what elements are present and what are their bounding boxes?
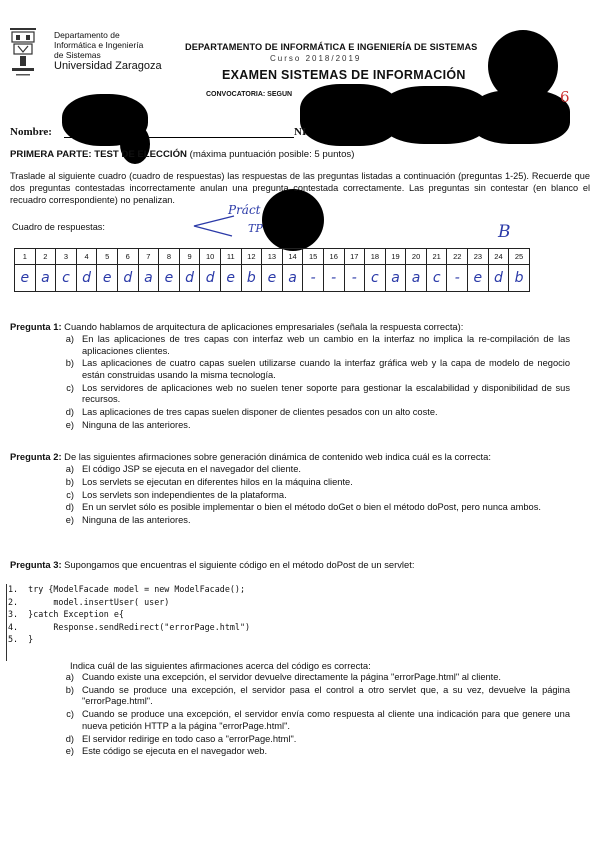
grid-number-cell: 17 bbox=[344, 249, 365, 265]
grid-number-cell: 13 bbox=[262, 249, 283, 265]
answer-option bbox=[50, 685, 570, 708]
option-text: El servidor redirige en todo caso a "errorPage.html". bbox=[82, 733, 297, 744]
answer-option bbox=[50, 709, 570, 732]
grid-answer-cell[interactable]: d bbox=[488, 265, 509, 292]
code-line: 2. model.insertUser( user) bbox=[8, 596, 170, 607]
grid-answer-cell[interactable]: a bbox=[138, 265, 159, 292]
grid-number-cell: 6 bbox=[117, 249, 138, 265]
question-1-options bbox=[50, 334, 570, 433]
answer-option bbox=[50, 334, 570, 357]
answer-option bbox=[50, 477, 570, 489]
question-1-title: Pregunta 1: Cuando hablamos de arquitectura de aplicaciones empresariales (señala la respuesta correcta): bbox=[10, 321, 464, 332]
grid-answer-cell[interactable]: e bbox=[262, 265, 283, 292]
name-field[interactable] bbox=[64, 137, 294, 138]
option-text: Ninguna de las anteriores. bbox=[82, 515, 191, 526]
redaction-blob bbox=[470, 90, 570, 144]
grid-number-cell: 1 bbox=[15, 249, 36, 265]
option-text: En las aplicaciones de tres capas con interfaz web un cambio en la interfaz no implica la re-compilación de las aplicaciones clientes. bbox=[82, 334, 570, 356]
option-letter: b) bbox=[65, 476, 74, 487]
grid-number-cell: 18 bbox=[365, 249, 386, 265]
answer-option bbox=[50, 383, 570, 406]
grid-answer-cell[interactable]: e bbox=[15, 265, 36, 292]
answer-option bbox=[50, 746, 570, 758]
grid-answer-cell[interactable]: d bbox=[179, 265, 200, 292]
grid-number-cell: 9 bbox=[179, 249, 200, 265]
grid-answer-cell[interactable]: c bbox=[426, 265, 447, 292]
option-text: En un servlet sólo es posible implementar o bien el método doGet o bien el método doPost, pero nunca ambos. bbox=[82, 502, 541, 513]
code-line: 3. }catch Exception e{ bbox=[8, 609, 124, 620]
department-name: Departamento de Informática e Ingeniería de Sistemas bbox=[54, 30, 144, 60]
header-title: DEPARTAMENTO DE INFORMÁTICA E INGENIERÍA DE SISTEMAS bbox=[185, 42, 478, 52]
answer-grid bbox=[14, 248, 530, 292]
grid-answer-cell[interactable]: d bbox=[76, 265, 97, 292]
exam-convocatoria: CONVOCATORIA: SEGUN bbox=[206, 91, 293, 98]
answer-option bbox=[50, 490, 570, 502]
option-text: Los servlets se ejecutan en diferentes hilos en la máquina cliente. bbox=[82, 476, 353, 487]
question-2-title: Pregunta 2: De las siguientes afirmaciones sobre generación dinámica de contenido web indica cuál es la correcta: bbox=[10, 451, 491, 462]
answer-option bbox=[50, 464, 570, 476]
option-letter: c) bbox=[66, 382, 74, 393]
option-letter: d) bbox=[65, 407, 74, 418]
grid-number-cell: 16 bbox=[323, 249, 344, 265]
grid-answer-cell[interactable]: b bbox=[241, 265, 262, 292]
option-text: Ninguna de las anteriores. bbox=[82, 419, 191, 430]
grid-number-cell: 14 bbox=[282, 249, 303, 265]
option-letter: e) bbox=[65, 746, 74, 757]
grid-answer-cell[interactable]: c bbox=[365, 265, 386, 292]
grid-number-cell: 8 bbox=[159, 249, 180, 265]
option-text: Cuando se produce una excepción, el servidor envía como respuesta al cliente una indicación para que genere una nueva petición HTTP a la página "errorPage.html". bbox=[82, 709, 570, 731]
grid-number-cell: 23 bbox=[468, 249, 489, 265]
grid-answer-cell[interactable]: a bbox=[282, 265, 303, 292]
code-margin-line bbox=[6, 584, 7, 661]
option-text: Cuando existe una excepción, el servidor devuelve directamente la página "errorPage.html" al cliente. bbox=[82, 672, 502, 682]
grid-answer-cell[interactable]: d bbox=[200, 265, 221, 292]
grid-number-cell: 21 bbox=[426, 249, 447, 265]
option-letter: a) bbox=[65, 464, 74, 474]
grid-number-cell: 7 bbox=[138, 249, 159, 265]
grid-answer-cell[interactable]: - bbox=[303, 265, 324, 292]
option-letter: b) bbox=[65, 684, 74, 695]
option-text: Los servidores de aplicaciones web no suelen tener soporte para gestionar la escalabilidad y disponibilidad de sus recursos. bbox=[82, 382, 570, 405]
grid-number-cell: 3 bbox=[56, 249, 77, 265]
option-letter: a) bbox=[65, 672, 74, 682]
instructions-paragraph: Traslade al siguiente cuadro (cuadro de respuestas) las respuestas de las preguntas listadas a continuación (preguntas 1-25). Recuerde que dos preguntas contestadas incorrectamente anulan una pregunta contestada correctamente. Las preguntas sin contestar (en blanco el recuadro correspondiente) no penalizan. bbox=[10, 171, 590, 205]
answer-option bbox=[50, 734, 570, 746]
option-letter: d) bbox=[65, 733, 74, 744]
grid-answer-cell[interactable]: d bbox=[117, 265, 138, 292]
grid-answer-cell[interactable]: a bbox=[406, 265, 427, 292]
grid-answer-cell[interactable]: - bbox=[344, 265, 365, 292]
code-line: 5. } bbox=[8, 634, 34, 645]
option-letter: d) bbox=[65, 502, 74, 513]
option-text: Las aplicaciones de tres capas suelen disponer de clientes pesados con un alto coste. bbox=[82, 407, 438, 418]
question-3-intro: Indica cuál de las siguientes afirmaciones acerca del código es correcta: bbox=[70, 660, 371, 671]
grid-answer-cell[interactable]: c bbox=[56, 265, 77, 292]
grid-number-cell: 12 bbox=[241, 249, 262, 265]
header-course: Curso 2018/2019 bbox=[270, 54, 362, 63]
grid-number-cell: 24 bbox=[488, 249, 509, 265]
handwritten-arrow-icon bbox=[188, 210, 238, 240]
exam-title: EXAMEN SISTEMAS DE INFORMACIÓN bbox=[222, 68, 466, 82]
handwritten-note: Práct bbox=[228, 203, 261, 217]
option-text: Cuando se produce una excepción, el servidor pasa el control a otro servlet que, a su vez, devuelve la página "errorPage.html". bbox=[82, 684, 570, 707]
grid-number-cell: 20 bbox=[406, 249, 427, 265]
option-text: Las aplicaciones de cuatro capas suelen utilizarse cuando la interfaz gráfica web y la capa de modelo de negocio están construidas usando la misma tecnología. bbox=[82, 358, 570, 380]
code-line: 4. Response.sendRedirect("errorPage.html") bbox=[8, 621, 251, 632]
answer-option bbox=[50, 502, 570, 514]
answer-option bbox=[50, 358, 570, 381]
grid-answer-cell[interactable]: - bbox=[447, 265, 468, 292]
grid-answer-cell[interactable]: e bbox=[97, 265, 118, 292]
grid-answer-cell[interactable]: a bbox=[385, 265, 406, 292]
option-letter: b) bbox=[65, 358, 74, 369]
grid-number-cell: 19 bbox=[385, 249, 406, 265]
option-letter: c) bbox=[66, 489, 74, 500]
option-text: Los servlets son independientes de la plataforma. bbox=[82, 489, 287, 500]
name-label: Nombre: bbox=[10, 126, 52, 138]
nia-label: NI bbox=[294, 126, 307, 138]
question-3-options bbox=[50, 672, 570, 759]
question-3-title: Pregunta 3: Supongamos que encuentras el siguiente código en el método doPost de un servlet: bbox=[10, 559, 415, 570]
option-letter: e) bbox=[65, 419, 74, 430]
answer-option bbox=[50, 672, 570, 684]
grid-answer-cell[interactable]: e bbox=[159, 265, 180, 292]
section-heading: PRIMERA PARTE: TEST DE ELECCIÓN (máxima puntuación posible: 5 puntos) bbox=[10, 149, 355, 160]
grid-answer-cell[interactable]: e bbox=[220, 265, 241, 292]
grid-answer-cell[interactable]: a bbox=[35, 265, 56, 292]
question-2-options bbox=[50, 464, 570, 528]
university-name: Universidad Zaragoza bbox=[54, 60, 162, 72]
option-letter: e) bbox=[65, 515, 74, 526]
option-text: Este código se ejecuta en el navegador web. bbox=[82, 746, 268, 757]
grid-number-cell: 22 bbox=[447, 249, 468, 265]
code-snippet bbox=[8, 583, 250, 646]
handwritten-b: B bbox=[498, 222, 511, 242]
grid-number-cell: 15 bbox=[303, 249, 324, 265]
grid-number-cell: 5 bbox=[97, 249, 118, 265]
grid-number-cell: 11 bbox=[220, 249, 241, 265]
handwritten-note: TP bbox=[248, 222, 263, 235]
answer-box-label: Cuadro de respuestas: bbox=[12, 222, 105, 232]
grid-answer-cell[interactable]: b bbox=[509, 265, 530, 292]
grid-answer-cell[interactable]: e bbox=[468, 265, 489, 292]
answer-option bbox=[50, 515, 570, 527]
answer-option bbox=[50, 420, 570, 432]
option-text: El código JSP se ejecuta en el navegador del cliente. bbox=[82, 464, 301, 474]
grid-number-cell: 4 bbox=[76, 249, 97, 265]
handwritten-score: 6 bbox=[560, 88, 570, 106]
grid-number-cell: 25 bbox=[509, 249, 530, 265]
grid-answer-cell[interactable]: - bbox=[323, 265, 344, 292]
grid-number-cell: 10 bbox=[200, 249, 221, 265]
grid-number-cell: 2 bbox=[35, 249, 56, 265]
university-crest-icon bbox=[8, 26, 38, 78]
option-letter: c) bbox=[66, 709, 74, 720]
answer-option bbox=[50, 407, 570, 419]
code-line: 1. try {ModelFacade model = new ModelFacade(); bbox=[8, 584, 245, 594]
option-letter: a) bbox=[65, 334, 74, 344]
